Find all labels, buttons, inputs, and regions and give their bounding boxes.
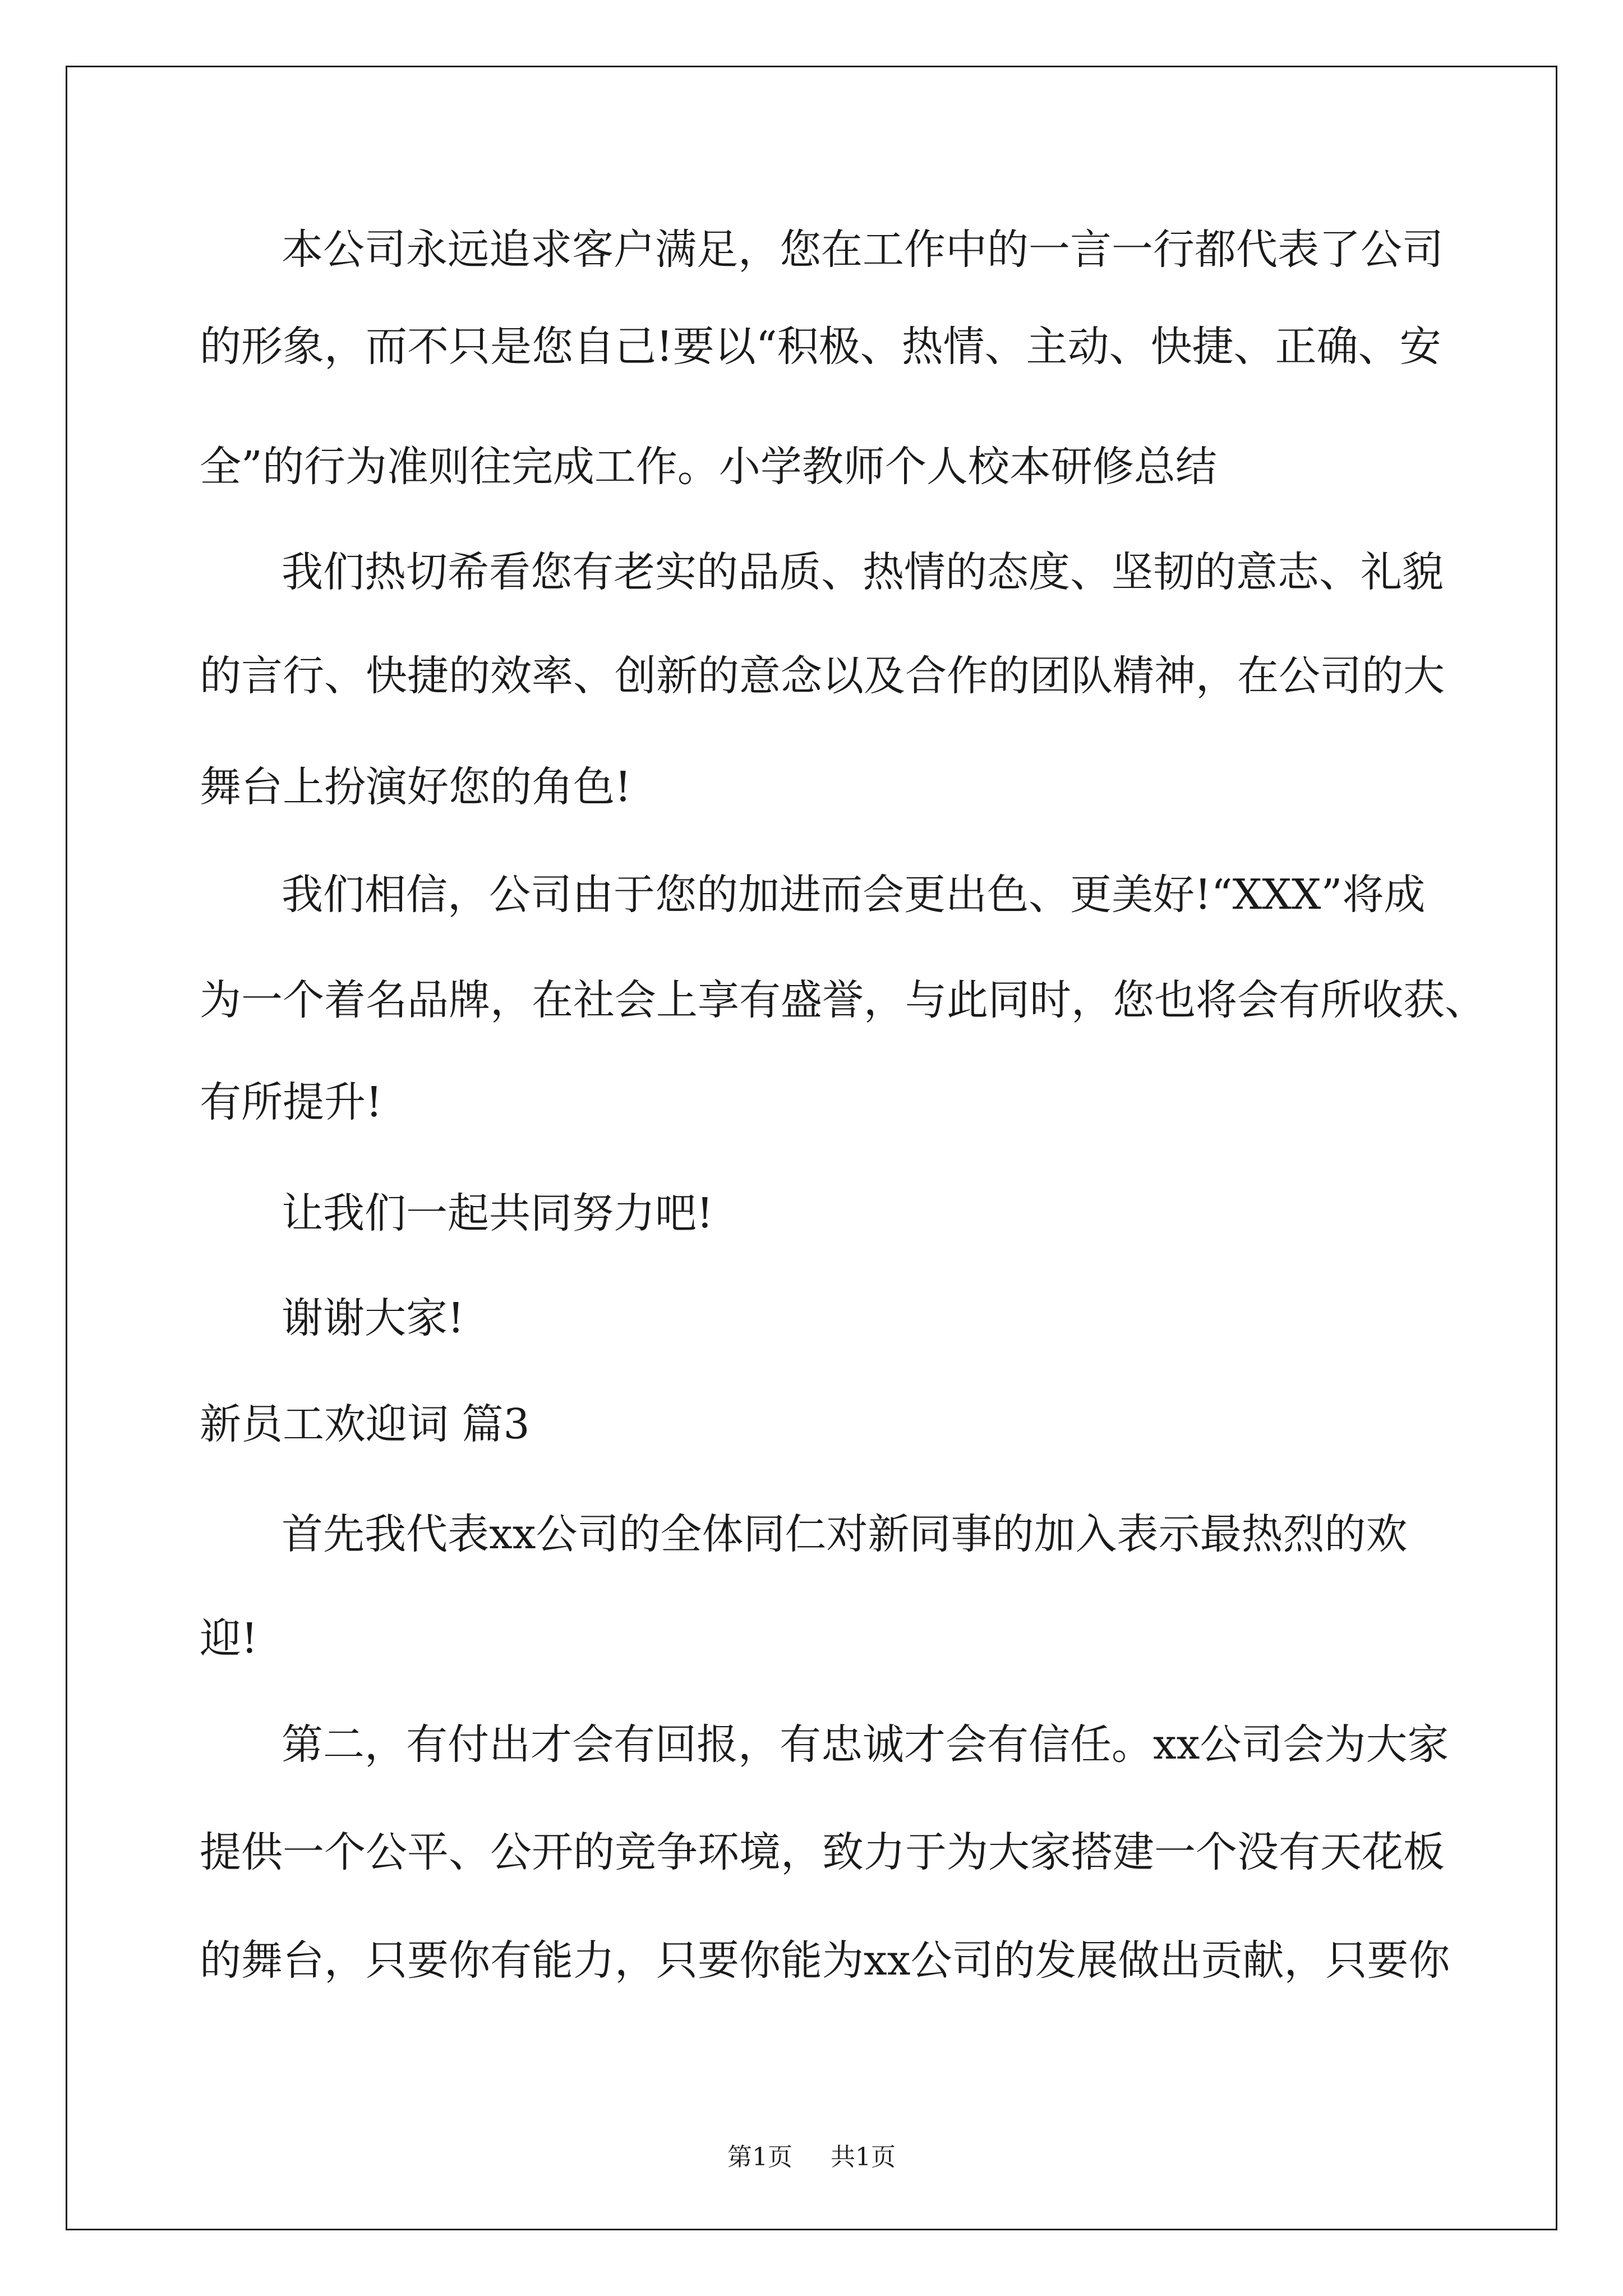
section-heading: 新员工欢迎词 篇3 [200, 1400, 530, 1448]
text-line: 的形象，而不只是您自己!要以“积极、热情、主动、快捷、正确、安 [200, 323, 1441, 371]
page-total: 共1页 [831, 2143, 896, 2171]
text-line: 有所提升! [200, 1078, 382, 1126]
text-line: 谢谢大家! [282, 1294, 464, 1342]
text-line: 为一个着名品牌，在社会上享有盛誉，与此同时，您也将会有所收获、 [200, 976, 1486, 1024]
text-line: 提供一个公平、公开的竞争环境，致力于为大家搭建一个没有天花板 [200, 1828, 1445, 1876]
text-line: 全”的行为准则往完成工作。小学教师个人校本研修总结 [200, 443, 1217, 491]
text-line: 的言行、快捷的效率、创新的意念以及合作的团队精神，在公司的大 [200, 652, 1445, 700]
page-border [66, 66, 1557, 2230]
text-line: 迎! [200, 1614, 258, 1663]
page-number: 第1页 [727, 2143, 792, 2171]
page-footer [0, 2141, 1623, 2174]
text-line: 让我们一起共同努力吧! [282, 1189, 713, 1237]
text-line: 的舞台，只要你有能力，只要你能为xx公司的发展做出贡献，只要你 [200, 1936, 1450, 1985]
text-line: 我们热切希看您有老实的品质、热情的态度、坚韧的意志、礼貌 [282, 548, 1444, 596]
text-line: 舞台上扮演好您的角色! [200, 763, 631, 811]
text-line: 第二，有付出才会有回报，有忠诚才会有信任。xx公司会为大家 [282, 1720, 1449, 1769]
text-line: 我们相信，公司由于您的加进而会更出色、更美好!“XXX”将成 [282, 871, 1426, 919]
text-line: 本公司永远追求客户满足，您在工作中的一言一行都代表了公司 [282, 226, 1444, 274]
text-line: 首先我代表xx公司的全体同仁对新同事的加入表示最热烈的欢 [282, 1510, 1408, 1558]
